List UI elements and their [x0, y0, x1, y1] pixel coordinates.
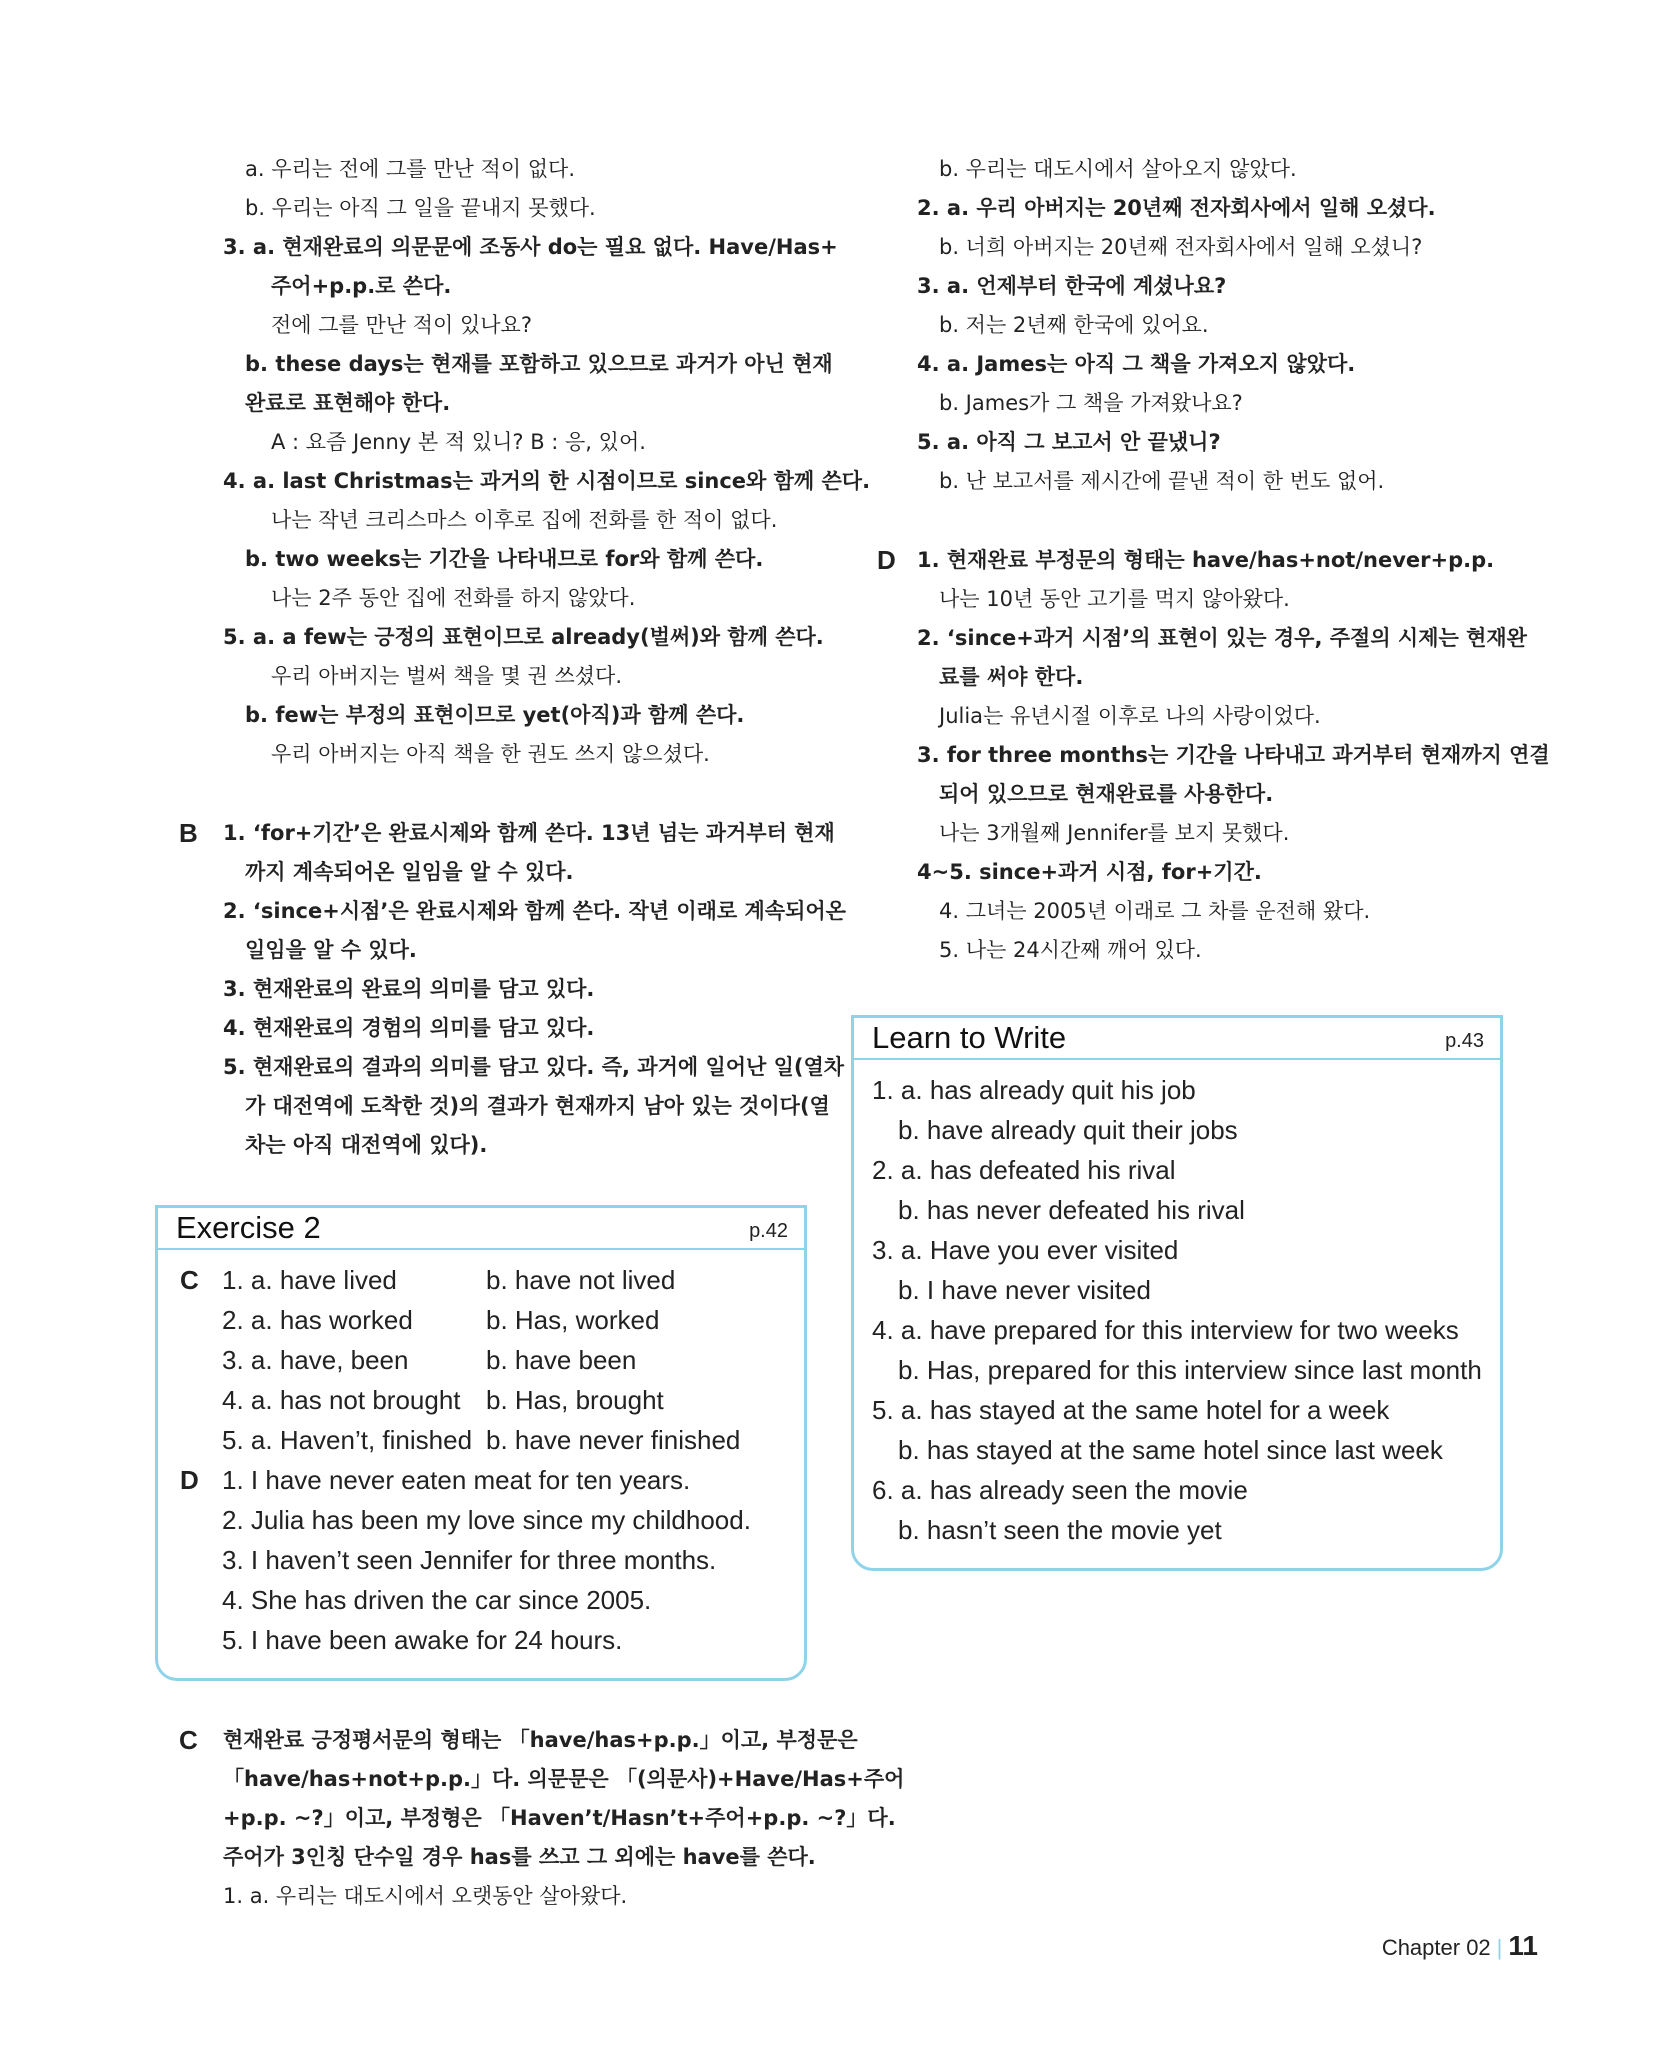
answer-a: 2. a. has worked [222, 1305, 413, 1335]
answer-a-line: 4. a. last Christmas는 과거의 한 시점이므로 since와 함께 쓴다. [223, 469, 871, 493]
learn-to-write-row: b. I have never visited [898, 1275, 1151, 1305]
answer-d-line: 료를 써야 한다. [939, 665, 1084, 689]
answer-a: 4. a. has not brought [222, 1385, 461, 1415]
answer-b: b. have been [486, 1345, 637, 1375]
exercise-2-d-row: 2. Julia has been my love since my childhood. [222, 1505, 751, 1535]
learn-to-write-row: 4. a. have prepared for this interview for two weeks [872, 1315, 1459, 1345]
answer-d-line: Julia는 유년시절 이후로 나의 사랑이었다. [939, 704, 1321, 728]
learn-to-write-row: b. has never defeated his rival [898, 1195, 1245, 1225]
answer-b-line: 차는 아직 대전역에 있다). [245, 1133, 488, 1157]
answer-b: b. have not lived [486, 1265, 676, 1295]
answers-a-continued [175, 150, 871, 774]
section-d-letter: D [877, 545, 896, 575]
answer-a-line: A : 요즘 Jenny 본 적 있니? B : 응, 있어. [271, 430, 646, 454]
answer-a-line: b. 우리는 아직 그 일을 끝내지 못했다. [245, 196, 596, 220]
answer-a-line: b. these days는 현재를 포함하고 있으므로 과거가 아닌 현재 [245, 352, 833, 376]
exercise-2-answers [158, 1250, 804, 1678]
answer-c-line: 4. a. James는 아직 그 책을 가져오지 않았다. [917, 352, 1356, 376]
learn-to-write-page-ref: p.43 [1445, 1030, 1484, 1052]
answer-a: 5. a. Haven’t, finished [222, 1425, 473, 1455]
answer-c-line: 1. a. 우리는 대도시에서 오랫동안 살아왔다. [223, 1884, 628, 1908]
answer-a-line: b. two weeks는 기간을 나타내므로 for와 함께 쓴다. [245, 547, 764, 571]
answer-a-line: 5. a. a few는 긍정의 표현이므로 already(벌써)와 함께 쓴다. [223, 625, 824, 649]
exercise-2-d-row: 1. I have never eaten meat for ten years. [222, 1465, 691, 1495]
learn-to-write-row: 5. a. has stayed at the same hotel for a week [872, 1395, 1390, 1425]
answer-a-line: 우리 아버지는 벌써 책을 몇 권 쓰셨다. [271, 664, 623, 688]
answer-a-line: 우리 아버지는 아직 책을 한 권도 쓰지 않으셨다. [271, 742, 710, 766]
answer-d-line: 되어 있으므로 현재완료를 사용한다. [939, 782, 1274, 806]
answer-d-line: 1. 현재완료 부정문의 형태는 have/has+not/never+p.p. [917, 548, 1495, 572]
learn-to-write-box [851, 1015, 1503, 1571]
exercise-2-c-row [158, 1340, 804, 1380]
learn-to-write-title: Learn to Write [872, 1020, 1067, 1055]
section-b [175, 814, 846, 1165]
answer-b-line: 가 대전역에 도착한 것)의 결과가 현재까지 남아 있는 것이다(열 [245, 1094, 830, 1118]
exercise-2-box [155, 1205, 807, 1681]
footer-separator: | [1496, 1935, 1503, 1960]
answer-d-line: 5. 나는 24시간째 깨어 있다. [939, 938, 1202, 962]
exercise-2-c-letter: C [180, 1265, 199, 1295]
answer-a-line: 나는 작년 크리스마스 이후로 집에 전화를 한 적이 없다. [271, 508, 778, 532]
answer-d-line: 4~5. since+과거 시점, for+기간. [917, 860, 1262, 884]
exercise-2-d-row: 5. I have been awake for 24 hours. [222, 1625, 623, 1655]
learn-to-write-row: b. Has, prepared for this interview since last month [898, 1355, 1482, 1385]
answer-b: b. Has, worked [486, 1305, 660, 1335]
answer-b: b. Has, brought [486, 1385, 664, 1415]
section-c-letter: C [179, 1725, 198, 1755]
answer-c-line: 2. a. 우리 아버지는 20년째 전자회사에서 일해 오셨다. [917, 196, 1436, 220]
exercise-2-page-ref: p.42 [749, 1220, 788, 1242]
left-column [175, 150, 905, 1916]
answer-b-line: 2. ‘since+시점’은 완료시제와 함께 쓴다. 작년 이래로 계속되어온 [223, 899, 846, 923]
exercise-2-c-row [158, 1260, 804, 1300]
exercise-2-d-row: 3. I haven’t seen Jennifer for three months. [222, 1545, 717, 1575]
learn-to-write-row: b. has stayed at the same hotel since last week [898, 1435, 1443, 1465]
answer-a-line: 전에 그를 만난 적이 있나요? [271, 313, 532, 337]
answer-c-line: 「have/has+not+p.p.」다. 의문문은 「(의문사)+Have/Has+주어 [223, 1767, 905, 1791]
exercise-2-header [158, 1208, 804, 1250]
learn-to-write-answers [854, 1060, 1500, 1568]
chapter-label: Chapter 02 [1381, 1935, 1491, 1960]
answer-c-line: 현재완료 긍정평서문의 형태는 「have/has+p.p.」이고, 부정문은 [223, 1728, 858, 1752]
answer-a-line: 완료로 표현해야 한다. [245, 391, 451, 415]
answer-a: 3. a. have, been [222, 1345, 409, 1375]
answer-b-line: 1. ‘for+기간’은 완료시제와 함께 쓴다. 13년 넘는 과거부터 현재 [223, 821, 835, 845]
exercise-2-d-letter: D [180, 1465, 199, 1495]
answer-d-line: 2. ‘since+과거 시점’의 표현이 있는 경우, 주절의 시제는 현재완 [917, 626, 1527, 650]
answer-d-line: 3. for three months는 기간을 나타내고 과거부터 현재까지 연결 [917, 743, 1550, 767]
exercise-2-d-row: 4. She has driven the car since 2005. [222, 1585, 652, 1615]
answer-d-line: 4. 그녀는 2005년 이래로 그 차를 운전해 왔다. [939, 899, 1371, 923]
learn-to-write-row: 2. a. has defeated his rival [872, 1155, 1176, 1185]
answer-c-line: 5. a. 아직 그 보고서 안 끝냈니? [917, 430, 1221, 454]
answer-b-line: 4. 현재완료의 경험의 의미를 담고 있다. [223, 1016, 595, 1040]
exercise-2-c-row [158, 1420, 804, 1460]
answer-a-line: a. 우리는 전에 그를 만난 적이 없다. [245, 157, 575, 181]
answer-c-line: b. 너희 아버지는 20년째 전자회사에서 일해 오셨니? [939, 235, 1423, 259]
answer-b: b. have never finished [486, 1425, 741, 1455]
exercise-2-title: Exercise 2 [176, 1210, 321, 1245]
section-c [175, 1721, 905, 1916]
answer-c-line: 3. a. 언제부터 한국에 계셨나요? [917, 274, 1227, 298]
answer-c-line: b. 난 보고서를 제시간에 끝낸 적이 한 번도 없어. [939, 469, 1385, 493]
answer-a-line: 주어+p.p.로 쓴다. [271, 274, 452, 298]
answer-d-line: 나는 3개월째 Jennifer를 보지 못했다. [939, 821, 1290, 845]
answer-c-line: b. 저는 2년째 한국에 있어요. [939, 313, 1209, 337]
answer-c-line: b. James가 그 책을 가져왔나요? [939, 391, 1243, 415]
learn-to-write-row: b. have already quit their jobs [898, 1115, 1238, 1145]
learn-to-write-row: 6. a. has already seen the movie [872, 1475, 1248, 1505]
answer-b-line: 일임을 알 수 있다. [245, 938, 417, 962]
answers-c-continued [855, 150, 1510, 501]
answer-c-line: b. 우리는 대도시에서 살아오지 않았다. [939, 157, 1297, 181]
answer-a-line: 나는 2주 동안 집에 전화를 하지 않았다. [271, 586, 636, 610]
answer-b-line: 5. 현재완료의 결과의 의미를 담고 있다. 즉, 과거에 일어난 일(열차 [223, 1055, 845, 1079]
answer-b-line: 3. 현재완료의 완료의 의미를 담고 있다. [223, 977, 595, 1001]
learn-to-write-header [854, 1018, 1500, 1060]
page-footer [1382, 1930, 1538, 1962]
page-number: 11 [1508, 1930, 1538, 1961]
section-b-letter: B [179, 818, 198, 848]
answer-a: 1. a. have lived [222, 1265, 397, 1295]
learn-to-write-row: b. hasn’t seen the movie yet [898, 1515, 1222, 1545]
exercise-2-c-row [158, 1380, 804, 1420]
answer-a-line: b. few는 부정의 표현이므로 yet(아직)과 함께 쓴다. [245, 703, 745, 727]
answer-c-line: +p.p. ~?」이고, 부정형은 「Haven’t/Hasn’t+주어+p.p. ~?」다. [223, 1806, 896, 1830]
learn-to-write-row: 3. a. Have you ever visited [872, 1235, 1179, 1265]
answer-c-line: 주어가 3인칭 단수일 경우 has를 쓰고 그 외에는 have를 쓴다. [223, 1845, 816, 1869]
section-d [855, 541, 1550, 970]
learn-to-write-row: 1. a. has already quit his job [872, 1075, 1196, 1105]
answer-a-line: 3. a. 현재완료의 의문문에 조동사 do는 필요 없다. Have/Has+ [223, 235, 838, 259]
exercise-2-c-row [158, 1300, 804, 1340]
answer-b-line: 까지 계속되어온 일임을 알 수 있다. [245, 860, 574, 884]
right-column [855, 150, 1550, 1571]
answer-d-line: 나는 10년 동안 고기를 먹지 않아왔다. [939, 587, 1290, 611]
